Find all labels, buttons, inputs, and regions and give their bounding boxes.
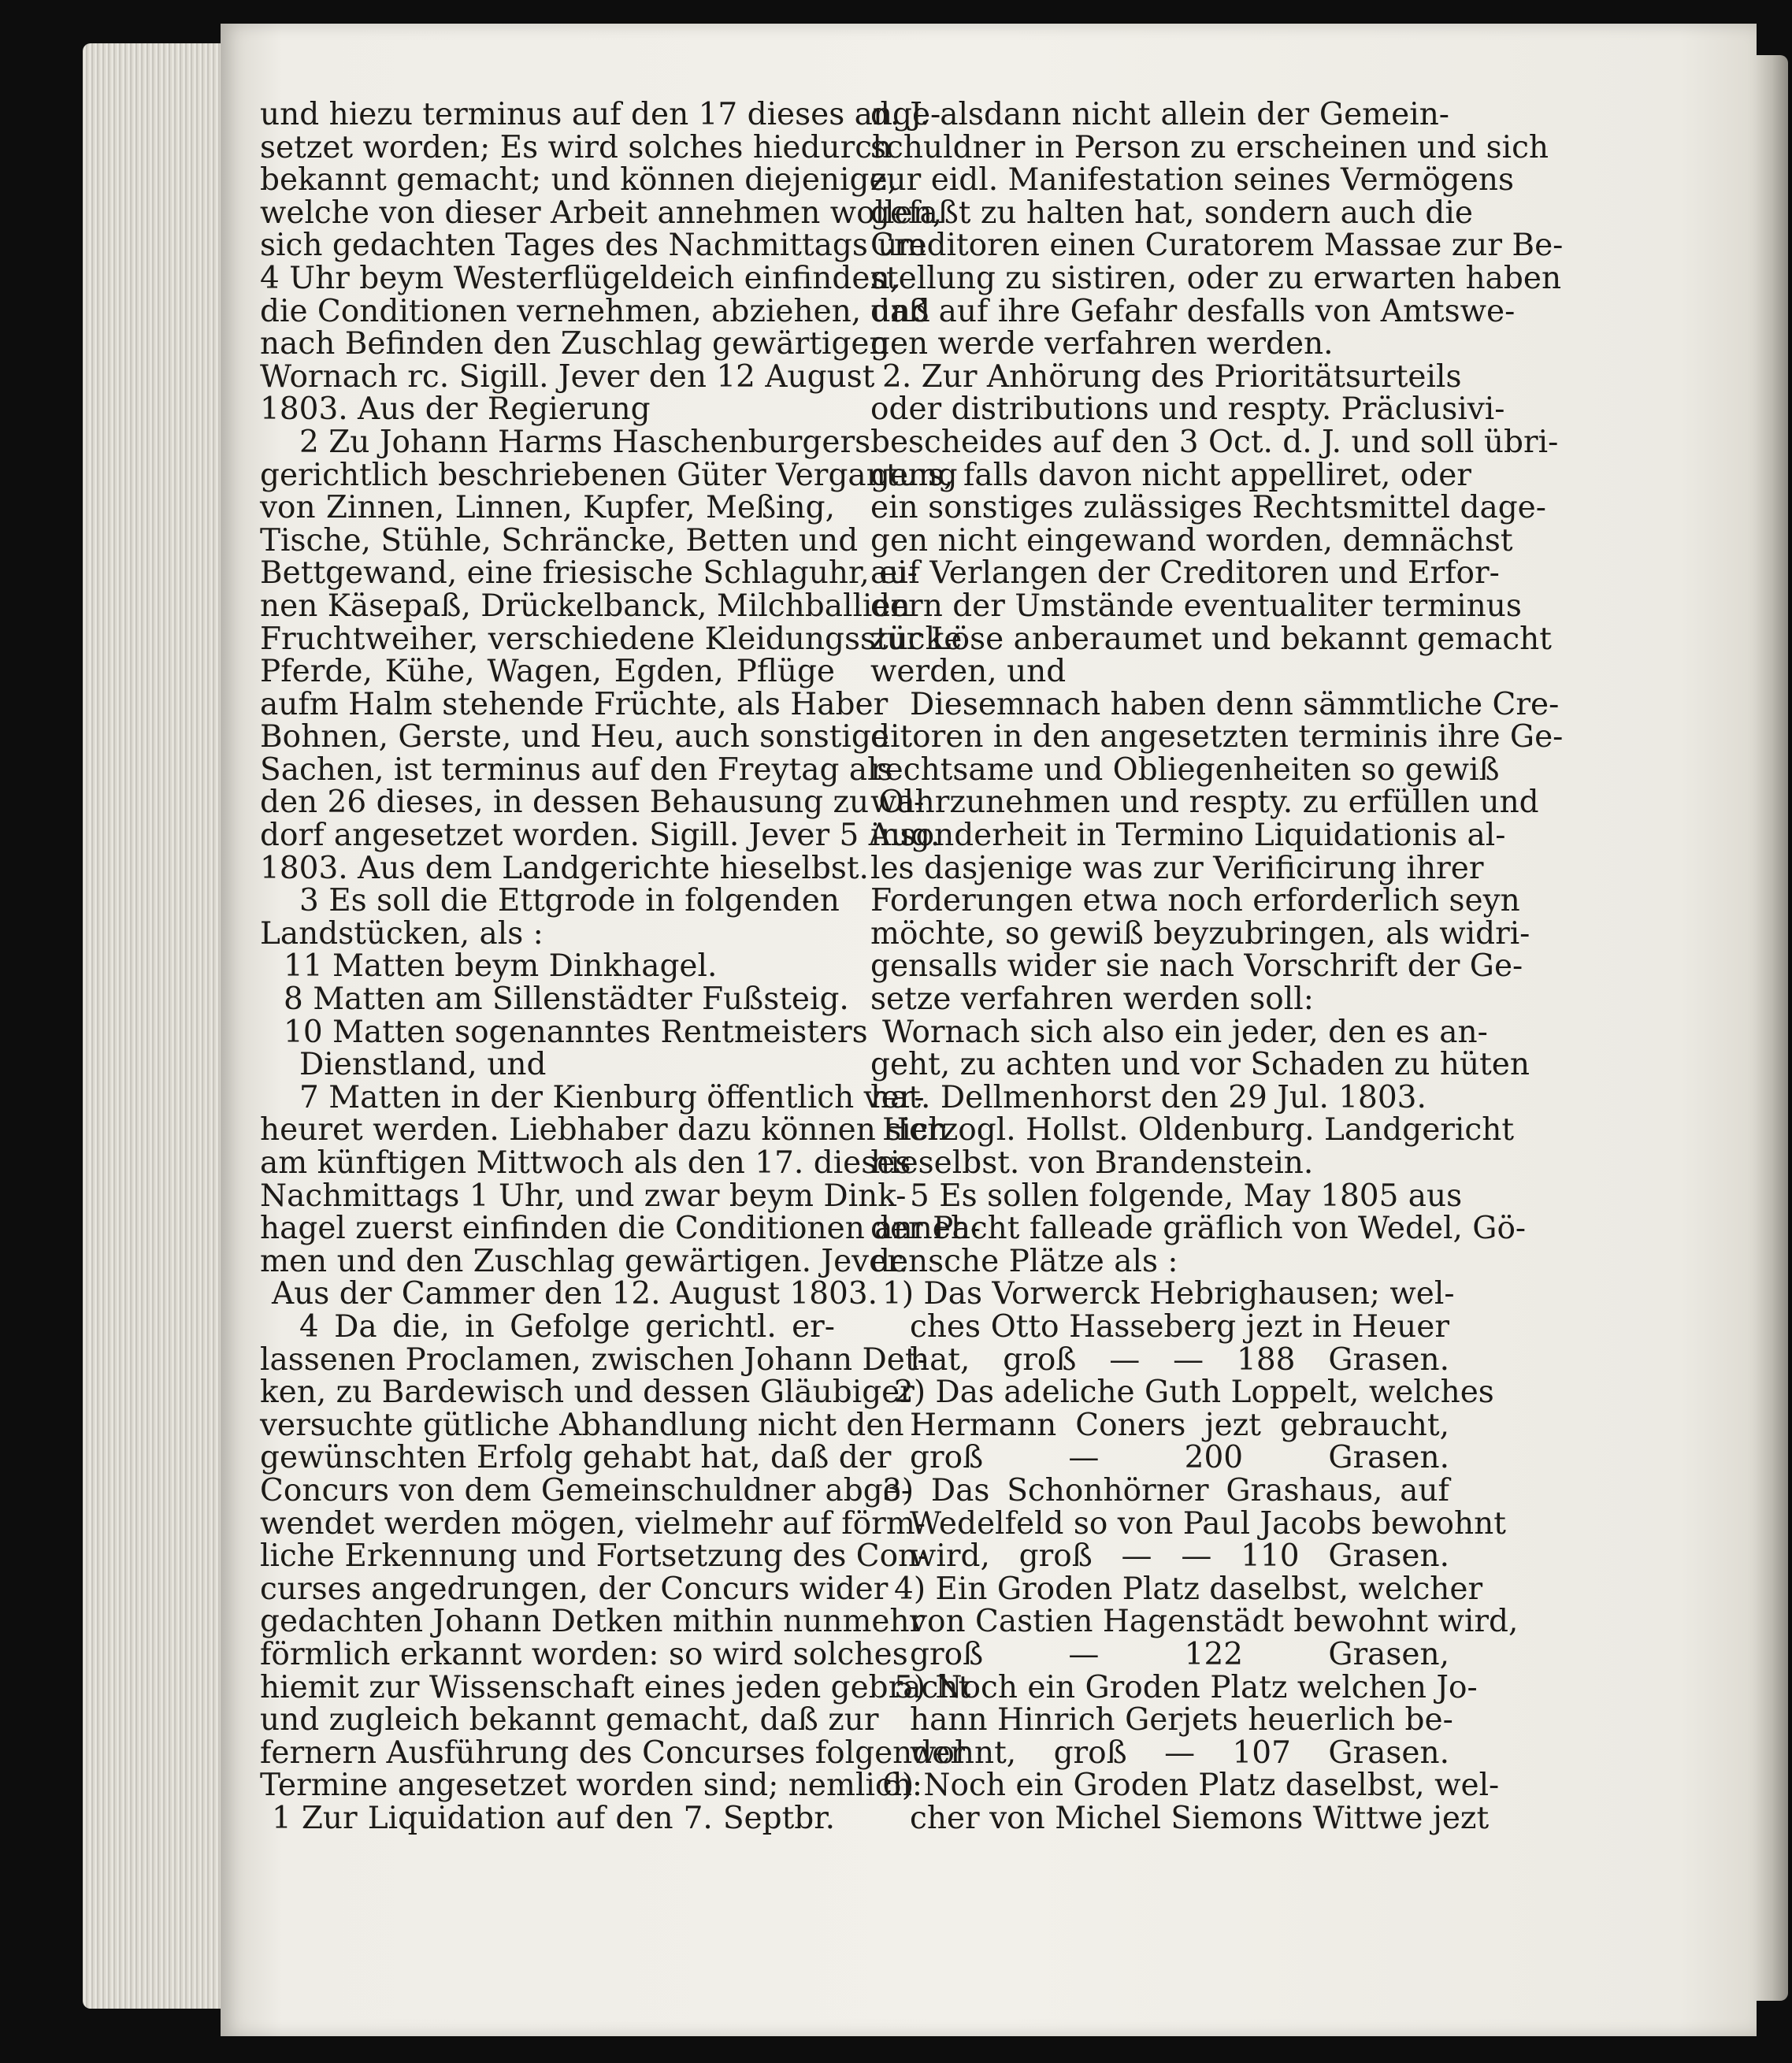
- right-column-text-line: bescheides auf den 3 Oct. d. J. und soll übri-: [870, 424, 1559, 460]
- right-column-text-line: ein sonstiges zulässiges Rechtsmittel dage-: [870, 490, 1546, 526]
- right-column-text-line: 3) Das Schonhörner Grashaus, auf: [882, 1472, 1449, 1508]
- left-column-text-line: ken, zu Bardewisch und dessen Gläubiger: [260, 1375, 915, 1411]
- right-column-text-line: schuldner in Person zu erscheinen und sich: [870, 129, 1549, 165]
- right-column-text-line: ditoren in den angesetzten terminis ihre Ge-: [870, 719, 1564, 755]
- right-column-text-line: cher von Michel Siemons Wittwe jezt: [910, 1800, 1490, 1836]
- book-page-stack-left: [83, 43, 232, 2009]
- left-column-text-line: Sachen, ist terminus auf den Freytag als: [260, 751, 893, 788]
- right-column-text-line: d. J. alsdann nicht allein der Gemein-: [870, 97, 1449, 132]
- left-column-text-line: aufm Halm stehende Früchte, als Haber: [260, 686, 889, 722]
- left-column-text-line: curses angedrungen, der Concurs wider: [260, 1571, 889, 1607]
- left-column-text-line: Pferde, Kühe, Wagen, Egden, Pflüge: [260, 654, 835, 690]
- right-column-text-line: gefaßt zu halten hat, sondern auch die: [870, 195, 1473, 231]
- right-column-text-line: gen nicht eingewand worden, demnächst: [870, 522, 1513, 558]
- right-column-text-line: hann Hinrich Gerjets heuerlich be-: [910, 1702, 1453, 1738]
- left-column-text-line: am künftigen Mittwoch als den 17. dieses: [260, 1145, 911, 1181]
- right-column-text-line: hat. Dellmenhorst den 29 Jul. 1803.: [870, 1079, 1427, 1115]
- left-column-text-line: 11 Matten beym Dinkhagel.: [284, 948, 718, 985]
- right-column-text-line: Wornach sich also ein jeder, den es an-: [882, 1014, 1488, 1050]
- right-column-text-line: hieselbst. von Brandenstein.: [870, 1145, 1314, 1181]
- right-column-text-line: 2. Zur Anhörung des Prioritätsurteils: [882, 358, 1462, 395]
- left-column-text-line: Bohnen, Gerste, und Heu, auch sonstige: [260, 719, 889, 755]
- right-column-text-line: wohnt, groß — 107 Grasen.: [910, 1735, 1449, 1771]
- left-column-text-line: 10 Matten sogenanntes Rentmeisters: [284, 1014, 868, 1050]
- right-column-text-line: Forderungen etwa noch erforderlich seyn: [870, 883, 1520, 919]
- right-column-text-line: gen werde verfahren werden.: [870, 326, 1334, 362]
- left-column-text-line: Nachmittags 1 Uhr, und zwar beym Dink-: [260, 1178, 907, 1214]
- right-column-text-line: insonderheit in Termino Liquidationis al-: [870, 818, 1506, 854]
- left-column-text-line: fernern Ausführung des Concurses folgender: [260, 1735, 965, 1771]
- left-column-text-line: Bettgewand, eine friesische Schlaguhr, ei-: [260, 555, 918, 592]
- left-column-text-line: wendet werden mögen, vielmehr auf förm-: [260, 1505, 926, 1542]
- right-column-text-line: werden, und: [870, 654, 1067, 690]
- left-column-text-line: förmlich erkannt worden: so wird solches: [260, 1636, 908, 1672]
- right-column-text-line: groß — 200 Grasen.: [910, 1440, 1449, 1476]
- right-column-text-line: dern der Umstände eventualiter terminus: [870, 588, 1522, 624]
- left-column-text-line: nen Käsepaß, Drückelbanck, Milchballien: [260, 588, 911, 624]
- right-column-text-line: oder distributions und respty. Präclusivi-: [870, 391, 1505, 428]
- left-column-text-line: hiemit zur Wissenschaft eines jeden gebracht: [260, 1669, 971, 1705]
- right-column-text-line: 5 Es sollen folgende, May 1805 aus: [910, 1178, 1463, 1214]
- left-column-text-line: von Zinnen, Linnen, Kupfer, Meßing,: [260, 490, 835, 526]
- right-column-text-line: 6) Noch ein Groden Platz daselbst, wel-: [882, 1768, 1500, 1804]
- left-column-text-line: Dienstland, und: [299, 1047, 547, 1083]
- right-column-text-line: rechtsame und Obliegenheiten so gewiß: [870, 751, 1500, 788]
- left-column-text-line: und hiezu terminus auf den 17 dieses ange-: [260, 97, 941, 132]
- right-column-text-line: gensalls wider sie nach Vorschrift der Ge-: [870, 948, 1523, 985]
- left-column-text-line: 7 Matten in der Kienburg öffentlich ver-: [299, 1079, 925, 1115]
- left-column-text-line: und zugleich bekannt gemacht, daß zur: [260, 1702, 879, 1738]
- right-column-text-line: zur Löse anberaumet und bekannt gemacht: [870, 621, 1552, 657]
- left-column-text-line: men und den Zuschlag gewärtigen. Jever.: [260, 1243, 909, 1279]
- left-column-text-line: 8 Matten am Sillenstädter Fußsteig.: [284, 981, 849, 1018]
- right-column-text-line: zur eidl. Manifestation seines Vermögens: [870, 162, 1514, 199]
- right-column-text-line: wahrzunehmen und respty. zu erfüllen und: [870, 785, 1539, 821]
- right-column-text-line: geht, zu achten und vor Schaden zu hüten: [870, 1047, 1530, 1083]
- left-column-text-line: Landstücken, als :: [260, 915, 544, 952]
- left-column-text-line: Termine angesetzet worden sind; nemlich:: [260, 1768, 923, 1804]
- right-column-text-line: Creditoren einen Curatorem Massae zur Be-: [870, 228, 1564, 264]
- left-column-text-line: Concurs von dem Gemeinschuldner abge-: [260, 1472, 911, 1508]
- right-column-text-line: ches Otto Hasseberg jezt in Heuer: [910, 1308, 1449, 1345]
- left-column-text-line: Tische, Stühle, Schräncke, Betten und: [260, 522, 859, 558]
- right-column-text-line: stellung zu sistiren, oder zu erwarten haben: [870, 260, 1562, 296]
- left-column-text-line: 2 Zu Johann Harms Haschenburgers: [299, 424, 871, 460]
- left-column-text-line: 1803. Aus dem Landgerichte hieselbst.: [260, 850, 869, 886]
- left-column-text-line: 4 Da die, in Gefolge gerichtl. er-: [299, 1308, 835, 1345]
- left-column-text-line: nach Befinden den Zuschlag gewärtigen: [260, 326, 889, 362]
- left-column-text-line: versuchte gütliche Abhandlung nicht den: [260, 1407, 904, 1443]
- right-column-text-line: hat, groß — — 188 Grasen.: [910, 1341, 1449, 1378]
- right-column-text-line: 5) Noch ein Groden Platz welchen Jo-: [894, 1669, 1478, 1705]
- left-column-text-line: 3 Es soll die Ettgrode in folgenden: [299, 883, 840, 919]
- left-column-text-line: 4 Uhr beym Westerflügeldeich einfinden,: [260, 260, 900, 296]
- left-column-text-line: Aus der Cammer den 12. August 1803.: [272, 1276, 878, 1312]
- right-column-text-line: groß — 122 Grasen,: [910, 1636, 1449, 1672]
- right-text-column: [870, 97, 1564, 1836]
- left-column-text-line: liche Erkennung und Fortsetzung des Con-: [260, 1538, 929, 1575]
- right-column-text-line: setze verfahren werden soll:: [870, 981, 1314, 1018]
- left-column-text-line: hagel zuerst einfinden die Conditionen anneh-: [260, 1211, 981, 1247]
- left-column-text-line: gewünschten Erfolg gehabt hat, daß der: [260, 1440, 892, 1476]
- right-column-text-line: Hermann Coners jezt gebraucht,: [910, 1407, 1449, 1443]
- left-column-text-line: Wornach rc. Sigill. Jever den 12 August: [260, 358, 875, 395]
- right-column-text-line: Wedelfeld so von Paul Jacobs bewohnt: [910, 1505, 1506, 1542]
- right-column-text-line: 1) Das Vorwerck Hebrighausen; wel-: [882, 1276, 1455, 1312]
- left-column-text-line: heuret werden. Liebhaber dazu können sich: [260, 1112, 948, 1148]
- right-column-text-line: 2) Das adeliche Guth Loppelt, welches: [894, 1375, 1494, 1411]
- left-column-text-line: die Conditionen vernehmen, abziehen, und: [260, 293, 930, 329]
- right-column-text-line: Diesemnach haben denn sämmtliche Cre-: [910, 686, 1560, 722]
- right-column-text-line: densche Plätze als :: [870, 1243, 1178, 1279]
- right-column-text-line: les dasjenige was zur Verificirung ihrer: [870, 850, 1484, 886]
- right-column-text-line: der Pacht falleade gräflich von Wedel, Gö-: [870, 1211, 1527, 1247]
- right-column-text-line: daß auf ihre Gefahr desfalls von Amtswe-: [870, 293, 1516, 329]
- right-column-text-line: möchte, so gewiß beyzubringen, als widri-: [870, 915, 1530, 952]
- left-column-text-line: setzet worden; Es wird solches hiedurch: [260, 129, 892, 165]
- left-column-text-line: dorf angesetzet worden. Sigill. Jever 5 Aug.: [260, 818, 941, 854]
- left-column-text-line: welche von dieser Arbeit annehmen wollen,: [260, 195, 943, 231]
- right-column-text-line: gens, falls davon nicht appelliret, oder: [870, 457, 1471, 493]
- left-column-text-line: den 26 dieses, in dessen Behausung zu Ol-: [260, 785, 925, 821]
- left-column-text-line: bekannt gemacht; und können diejenige,: [260, 162, 897, 199]
- right-column-text-line: wird, groß — — 110 Grasen.: [910, 1538, 1449, 1575]
- left-column-text-line: lassenen Proclamen, zwischen Johann Det-: [260, 1341, 928, 1378]
- left-column-text-line: gerichtlich beschriebenen Güter Vergantung: [260, 457, 958, 493]
- left-column-text-line: sich gedachten Tages des Nachmittags um: [260, 228, 927, 264]
- right-column-text-line: Herzogl. Hollst. Oldenburg. Landgericht: [882, 1112, 1515, 1148]
- right-column-text-line: auf Verlangen der Creditoren und Erfor-: [870, 555, 1500, 592]
- left-column-text-line: Fruchtweiher, verschiedene Kleidungsstücke: [260, 621, 963, 657]
- right-column-text-line: 4) Ein Groden Platz daselbst, welcher: [894, 1571, 1483, 1607]
- left-column-text-line: gedachten Johann Detken mithin nunmehr: [260, 1604, 925, 1640]
- left-column-text-line: 1803. Aus der Regierung: [260, 391, 651, 428]
- right-column-text-line: von Castien Hagenstädt bewohnt wird,: [910, 1604, 1519, 1640]
- left-column-text-line: 1 Zur Liquidation auf den 7. Septbr.: [272, 1800, 835, 1836]
